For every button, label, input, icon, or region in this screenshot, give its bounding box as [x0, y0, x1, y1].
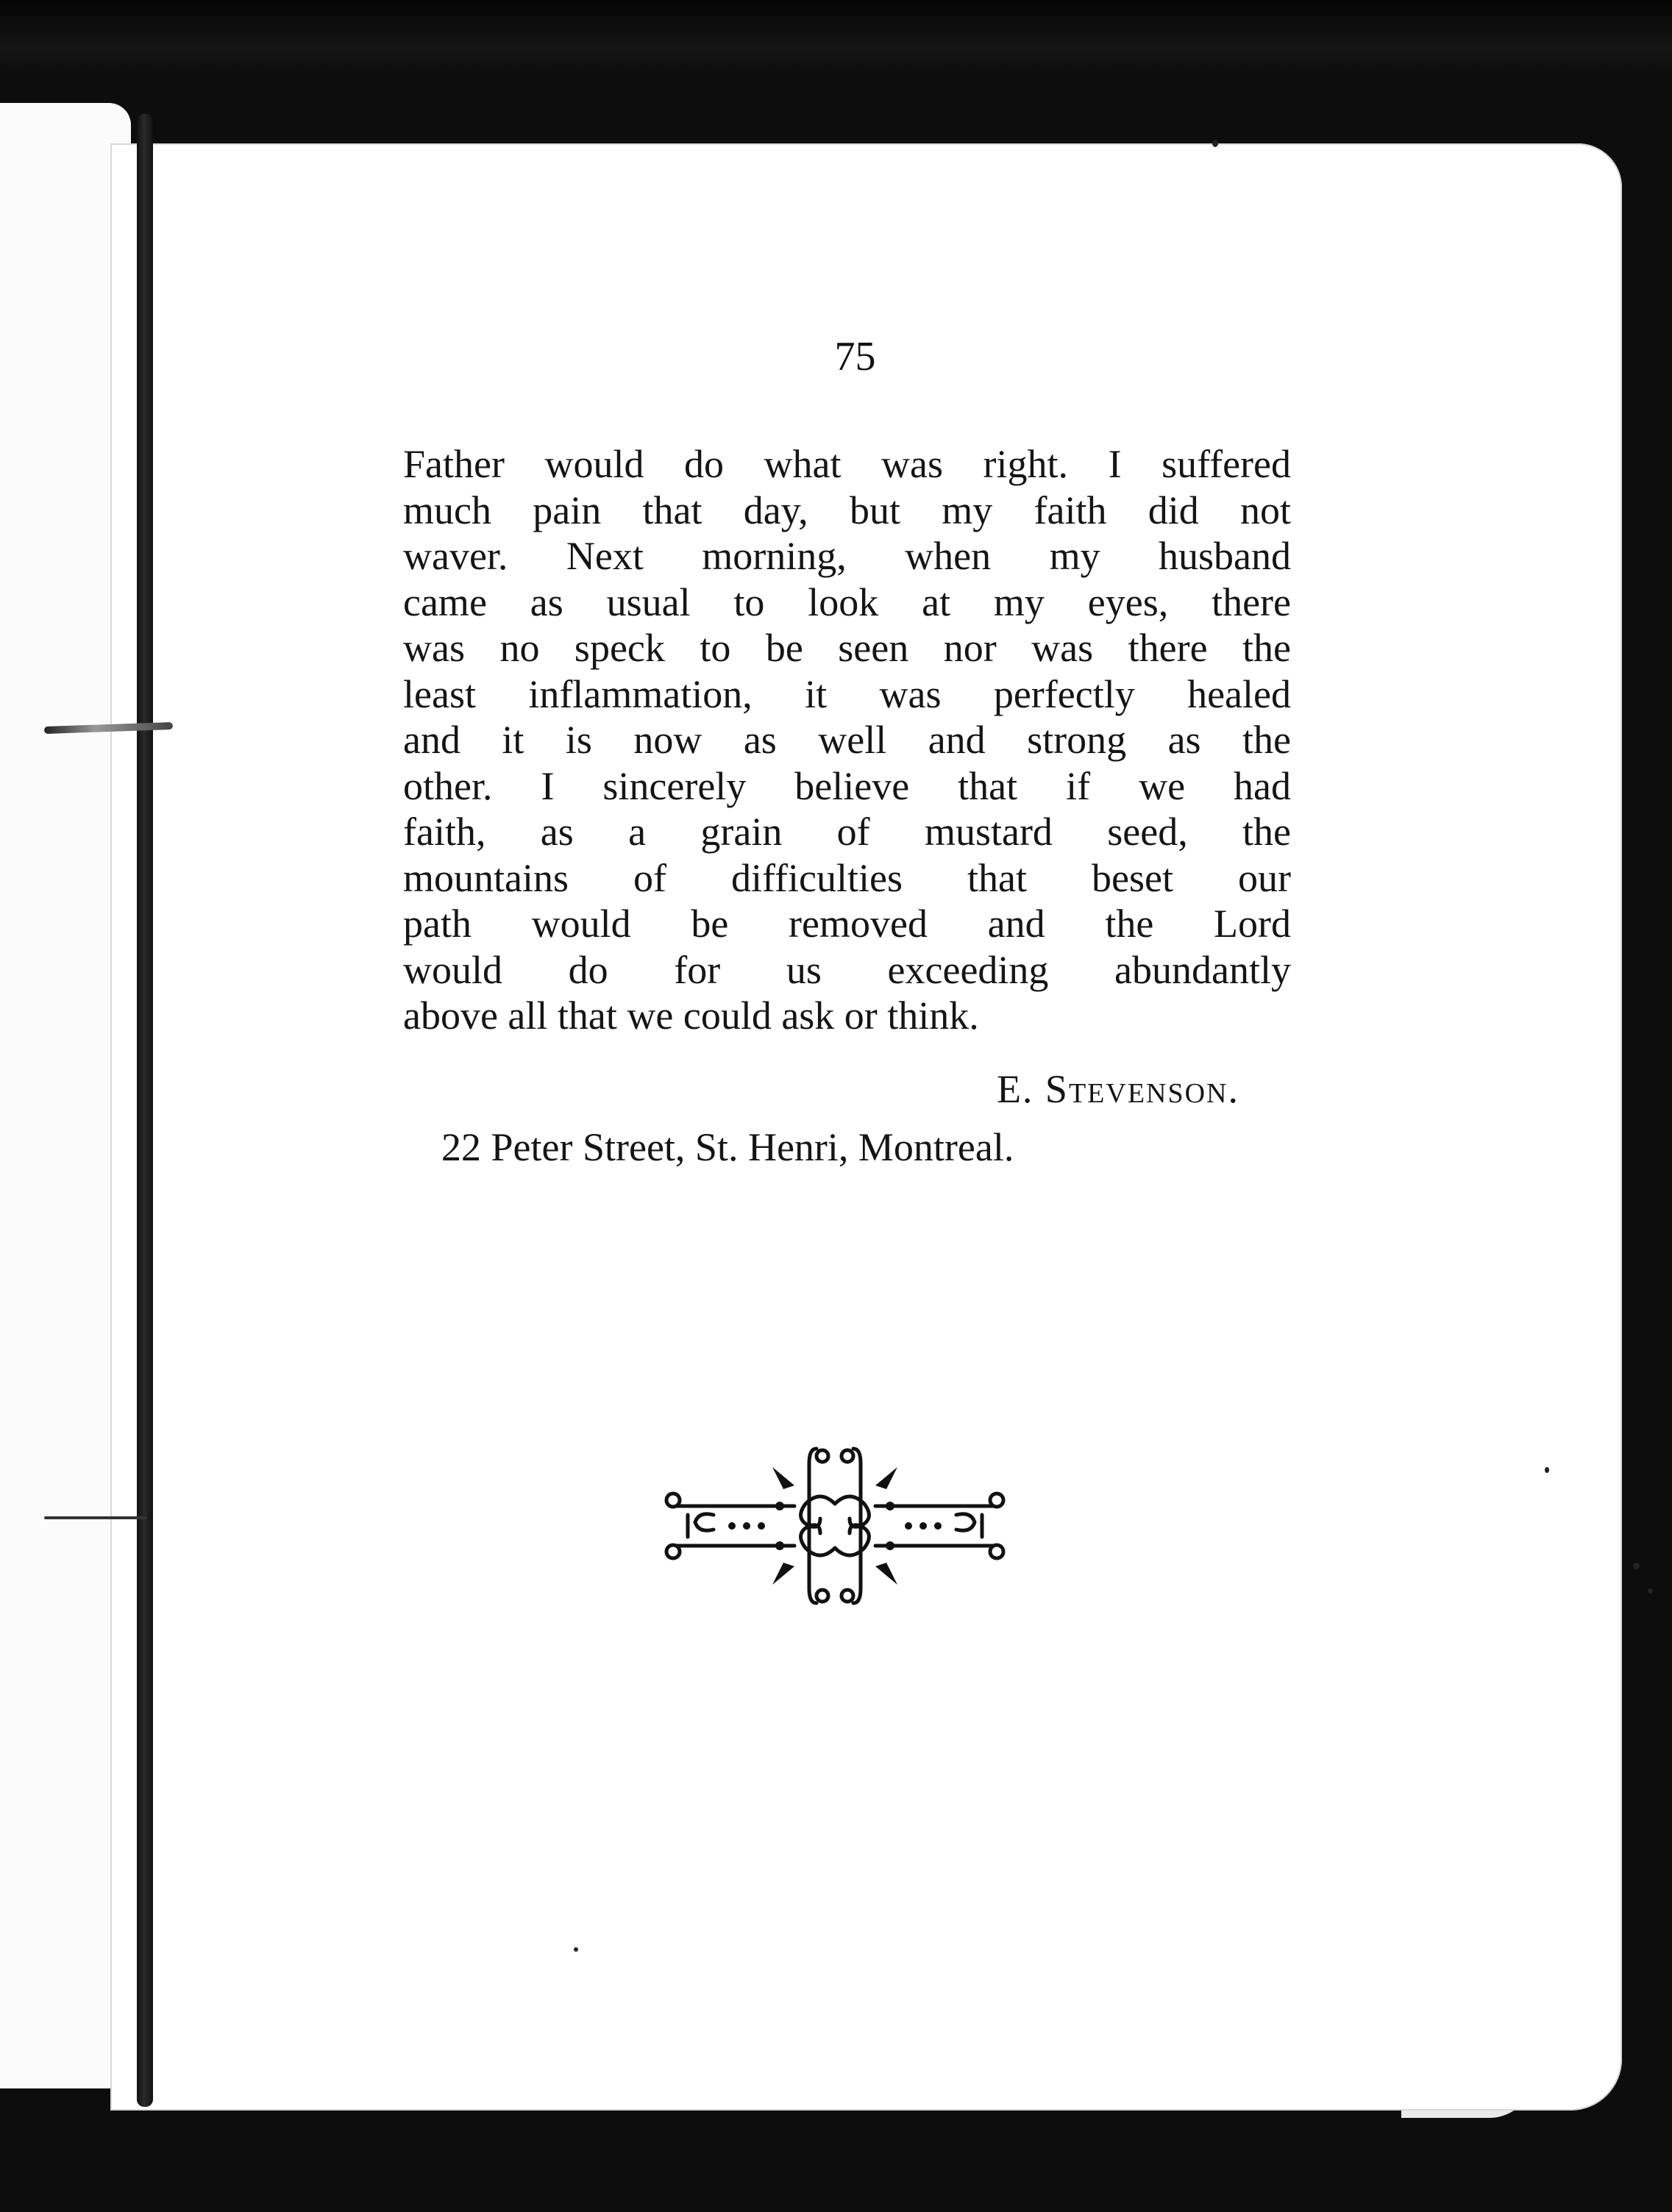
text-line: would do for us exceeding abundantly — [403, 947, 1291, 992]
text-line: Father would do what was right. I suffered — [403, 442, 1291, 486]
decorative-fleuron-icon — [662, 1434, 1008, 1618]
text-line: waver. Next morning, when my husband — [403, 534, 1291, 578]
text-line: path would be removed and the Lord — [403, 902, 1291, 946]
scan-speck — [1633, 1563, 1640, 1569]
author-address: 22 Peter Street, St. Henri, Montreal. — [441, 1125, 1014, 1169]
binding-thread — [44, 1516, 147, 1519]
text-line: came as usual to look at my eyes, there — [403, 579, 1291, 624]
text-line: other. I sincerely believe that if we had — [403, 763, 1291, 808]
author-signature: E. Stevenson. — [996, 1067, 1239, 1111]
page-number: 75 — [834, 334, 876, 379]
text-line: mountains of difficulties that beset our — [403, 855, 1291, 900]
body-paragraph — [403, 441, 1291, 1039]
text-line: faith, as a grain of mustard seed, the — [403, 810, 1291, 854]
film-border-top — [0, 0, 1672, 81]
scan-speck — [1212, 140, 1218, 147]
scan-speck — [1545, 1467, 1549, 1473]
text-line: and it is now as well and strong as the — [403, 718, 1291, 762]
scan-speck — [574, 1947, 578, 1952]
text-line: above all that we could ask or think. — [403, 993, 979, 1038]
text-line: much pain that day, but my faith did not — [403, 488, 1291, 532]
text-line: was no speck to be seen nor was there the — [403, 626, 1291, 670]
text-line: least inflammation, it was perfectly healed — [403, 671, 1291, 716]
binding-gutter — [137, 114, 153, 2107]
scan-speck — [1648, 1588, 1653, 1594]
